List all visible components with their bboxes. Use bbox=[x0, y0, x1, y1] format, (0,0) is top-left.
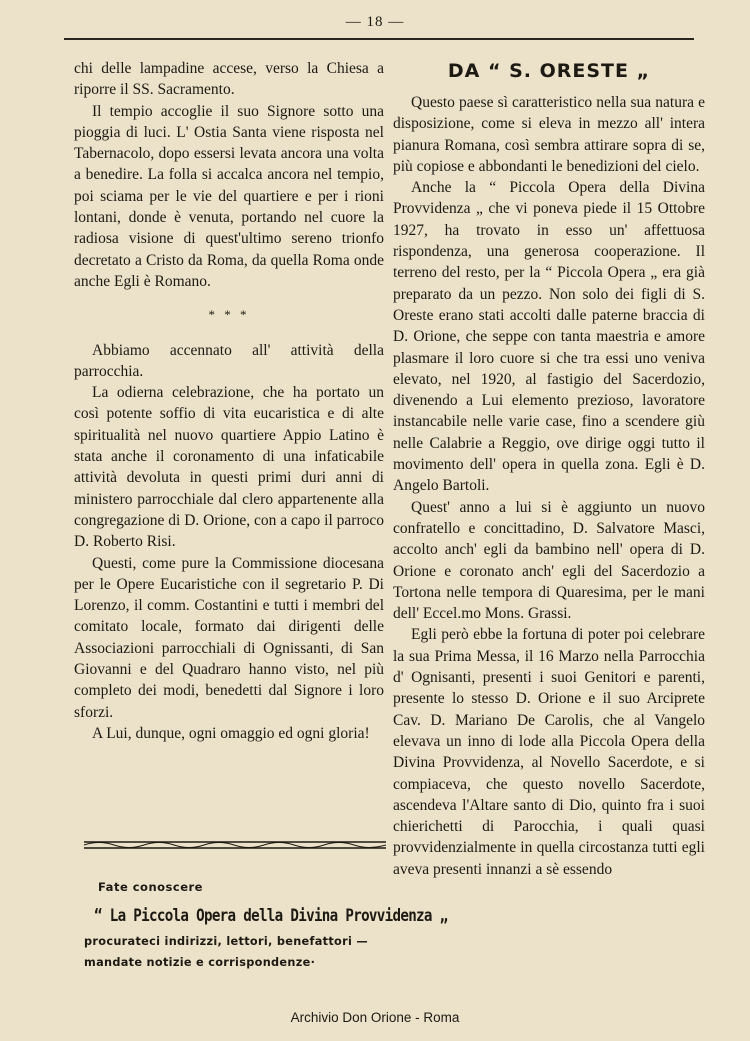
ad-title: “ La Piccola Opera della Divina Provvidenza „ bbox=[94, 906, 448, 925]
top-rule bbox=[64, 38, 694, 40]
right-column bbox=[393, 58, 705, 880]
paragraph: Quest' anno a lui si è aggiunto un nuovo confratello e concittadino, D. Salvatore Masci, accolto anch' egli da bambino nell' opera di D. Orione e coronato anch' egli del Sacerdozio a Tortona nelle tempora di Quaresima, per le mani dell' Eccel.mo Mons. Grassi. bbox=[393, 498, 705, 623]
ad-line: mandate notizie e corrispondenze· bbox=[84, 956, 316, 969]
ad-intro: Fate conoscere bbox=[98, 880, 203, 894]
left-column bbox=[74, 58, 384, 744]
section-title: DA “ S. ORESTE „ bbox=[447, 60, 651, 82]
paragraph: Il tempio accoglie il suo Signore sotto una pioggia di luci. L' Ostia Santa viene risposta nel Tabernacolo, dopo essersi levata ancora una volta a benedire. La folla si accalca ancora nel tempio, poi sciama per le vie del quartiere e per i rioni lontani, donde è venuta, portando nel cuore la radiosa visione di quest'ultimo sereno trionfo decretato a Cristo da Roma, da quella Roma onde anche Egli è Romano. bbox=[74, 102, 384, 290]
advertisement-box bbox=[84, 880, 448, 969]
ad-line: procurateci indirizzi, lettori, benefattori — bbox=[84, 935, 368, 948]
ornamental-divider bbox=[84, 838, 386, 852]
paragraph: La odierna celebrazione, che ha portato un così potente soffio di vita eucaristica e di alte spiritualità nel nuovo quartiere Appio Latino è stata anche il coronamento di una infaticabile attività devoluta in questi primi duri anni di ministero parrocchiale dal clero appartenente alla congregazione di D. Orione, con a capo il parroco D. Roberto Risi. bbox=[74, 384, 384, 551]
paragraph: Anche la “ Piccola Opera della Divina Provvidenza „ che vi poneva piede il 15 Ottobre 1927, ha trovato in esso un' affettuosa rispondenza, una generosa cooperazione. Il terreno del resto, per la “ Piccola Opera „ era già preparato da un pezzo. Non solo dei figli di S. Oreste erano stati accolti dalle paterne braccia di D. Orione, che seppe con tanta maestria e amore plasmare il loro cuore si che tra essi uno veniva elevato, nel 1920, al fastigio del Sacerdozio, divenendo a Lui elemento prezioso, lavoratore instancabile nelle varie case, fino a scendere giù nelle Calabrie a Reggio, ove dirige oggi tutto il movimento dell' opera in quella zona. Egli è D. Angelo Bartoli. bbox=[393, 179, 705, 495]
paragraph: Questi, come pure la Commissione diocesana per le Opere Eucaristiche con il segretario P. Di Lorenzo, il comm. Costantini e tutti i membri del comitato locale, formato dai dirigenti delle Associazioni parrocchiali di Ognissanti, di San Giovanni e del Quadraro hanno visto, nel più completo dei modi, benedetti dal Signore i loro sforzi. bbox=[74, 554, 384, 721]
archive-label: Archivio Don Orione - Roma bbox=[290, 1010, 460, 1025]
paragraph: chi delle lampadine accese, verso la Chiesa a riporre il SS. Sacramento. bbox=[74, 60, 384, 99]
paragraph: Questo paese sì caratteristico nella sua natura e disposizione, come si eleva in mezzo all' intera pianura Romana, così sembra attirare sopra di se, più copiose e abbondanti le benedizioni del cielo. bbox=[393, 94, 705, 175]
paragraph: A Lui, dunque, ogni omaggio ed ogni gloria! bbox=[92, 724, 370, 742]
paragraph: Egli però ebbe la fortuna di poter poi celebrare la sua Prima Messa, il 16 Marzo nella Parrocchia d' Ognisanti, presenti i suoi Genitori e parenti, presente lo stesso D. Orione e il suo Arciprete Cav. D. Mariano De Carolis, che al Vangelo elevava un inno di lode alla Piccola Opera della Divina Provvidenza, al Novello Sacerdote, e si compiaceva, che questo novello Sacerdote, ascendeva l'Altare santo di Dio, quinto fra i suoi chierichetti di Parocchia, i quali quasi provvidenzialmente in quella circostanza tutti egli aveva presenti innanzi a sè essendo bbox=[393, 626, 705, 878]
section-separator: * * * bbox=[208, 307, 250, 323]
page-number: — 18 — bbox=[345, 14, 405, 30]
paragraph: Abbiamo accennato all' attività della parrocchia. bbox=[74, 341, 384, 380]
